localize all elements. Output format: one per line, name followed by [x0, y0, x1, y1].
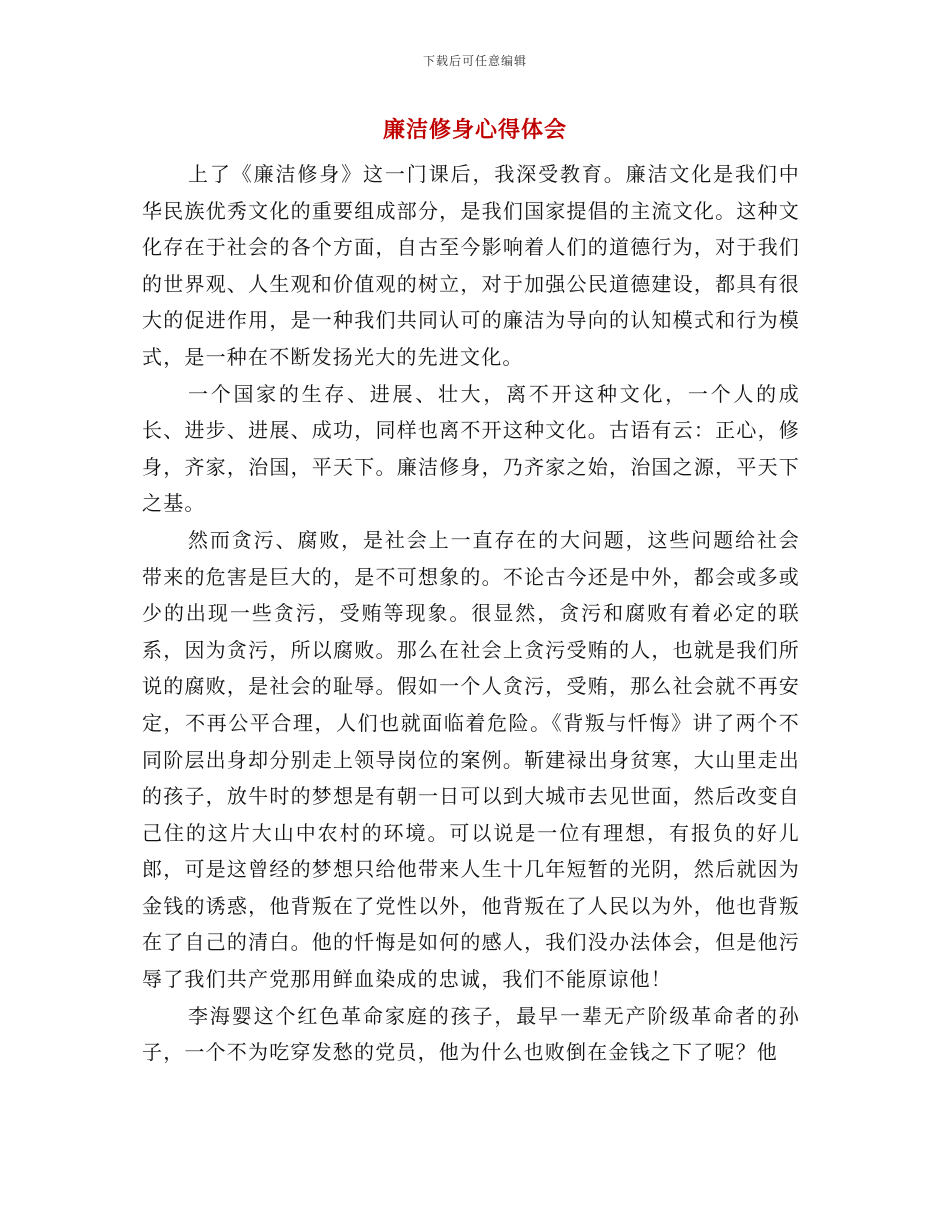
document-body — [142, 156, 800, 1071]
document-title: 廉洁修身心得体会 — [382, 117, 567, 143]
paragraph-3: 然而贪污、腐败，是社会上一直存在的大问题，这些问题给社会带来的危害是巨大的，是不可想象的。不论古今还是中外，都会或多或少的出现一些贪污，受贿等现象。很显然，贪污和腐败有着必定的联系，因为贪污，所以腐败。那么在社会上贪污受贿的人，也就是我们所说的腐败，是社会的耻辱。假如一个人贪污，受贿，那么社会就不再安定，不再公平合理，人们也就面临着危险。《背叛与忏悔》讲了两个不同阶层出身却分别走上领导岗位的案例。靳建禄出身贫寒，大山里走出的孩子，放牛时的梦想是有朝一日可以到大城市去见世面，然后改变自己住的这片大山中农村的环境。可以说是一位有理想，有报负的好儿郎，可是这曾经的梦想只给他带来人生十几年短暂的光阴，然后就因为金钱的诱惑，他背叛在了党性以外，他背叛在了人民以为外，他也背叛在了自己的清白。他的忏悔是如何的感人，我们没办法体会，但是他污辱了我们共产党那用鲜血染成的忠诚，我们不能原谅他！ — [142, 527, 800, 992]
paragraph-2: 一个国家的生存、进展、壮大，离不开这种文化，一个人的成长、进步、进展、成功，同样也离不开这种文化。古语有云：正心，修身，齐家，治国，平天下。廉洁修身，乃齐家之始，治国之源，平天下之基。 — [142, 381, 800, 516]
paragraph-1: 上了《廉洁修身》这一门课后，我深受教育。廉洁文化是我们中华民族优秀文化的重要组成部分，是我们国家提倡的主流文化。这种文化存在于社会的各个方面，自古至今影响着人们的道德行为，对于我们的世界观、人生观和价值观的树立，对于加强公民道德建设，都具有很大的促进作用，是一种我们共同认可的廉洁为导向的认知模式和行为模式，是一种在不断发扬光大的先进文化。 — [142, 162, 800, 369]
paragraph-4: 李海婴这个红色革命家庭的孩子，最早一辈无产阶级革命者的孙子，一个不为吃穿发愁的党员，他为什么也败倒在金钱之下了呢？他 — [142, 1003, 800, 1065]
page-header: 下载后可任意编辑 — [422, 54, 527, 68]
